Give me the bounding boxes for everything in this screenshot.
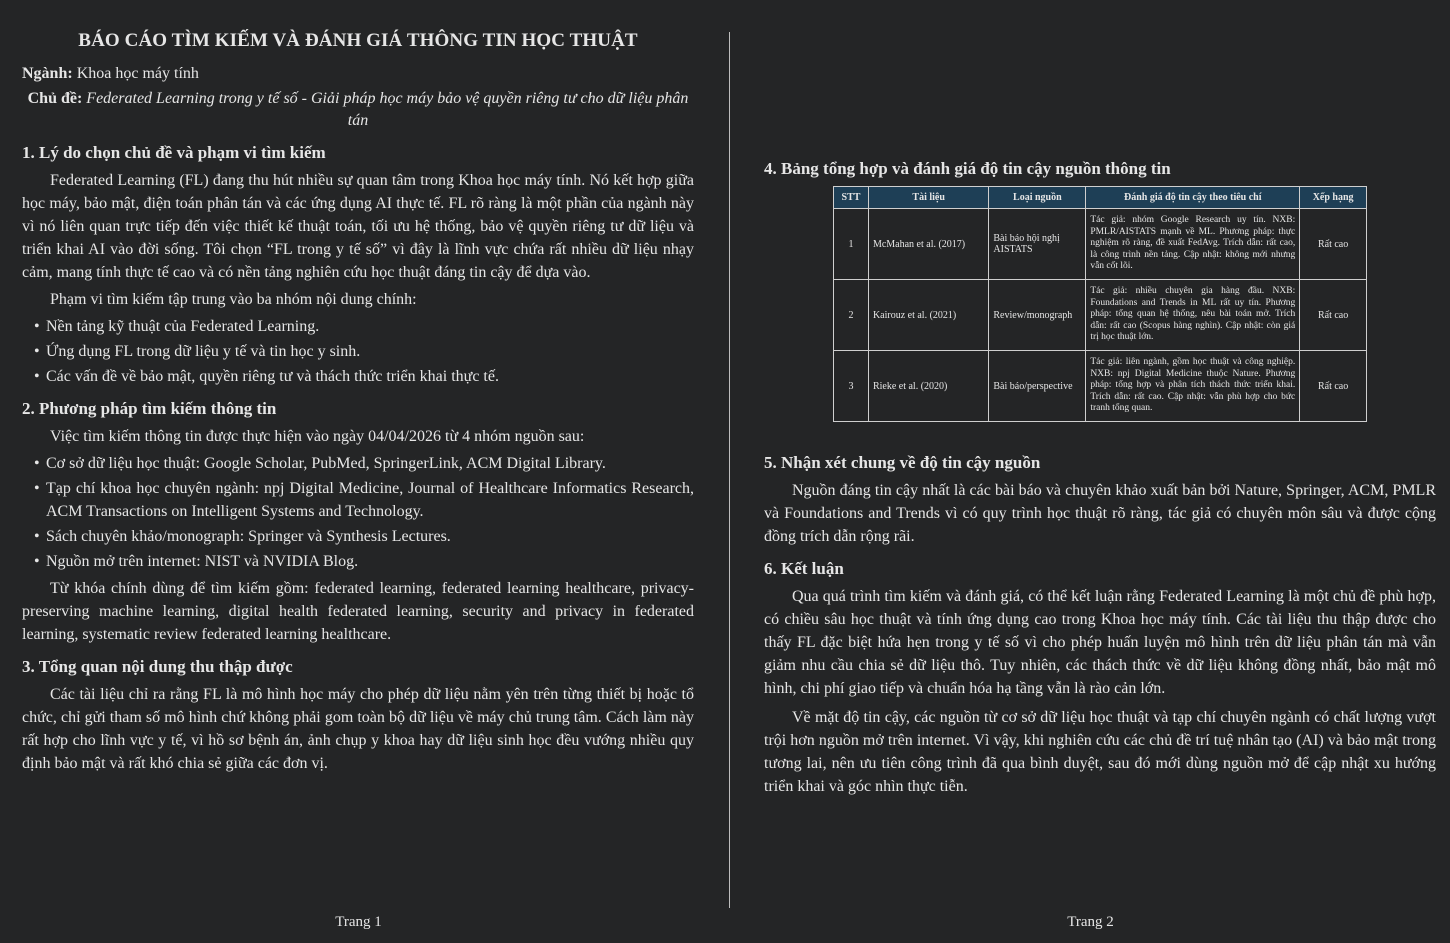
bullet-icon: • [34, 343, 40, 360]
section-2-bullet-list [22, 452, 694, 573]
list-item [22, 365, 694, 388]
section-4-heading: 4. Bảng tổng hợp và đánh giá độ tin cậy nguồn thông tin [764, 159, 1171, 178]
column-header-doc: Tài liệu [868, 187, 988, 209]
cell-eval: Tác giả: nhiều chuyên gia hàng đầu. NXB: Foundations and Trends in ML rất uy tín. Phương pháp: tổng quan hệ thống, nêu bài toán mở. Trích dẫn: rất cao (Scopus hàng nghìn). Cập nhật: còn giá trị học thuật lớn. [1086, 280, 1300, 351]
cell-stt: 1 [834, 209, 869, 280]
list-item [22, 452, 694, 475]
bullet-icon: • [34, 553, 40, 570]
page-number-2: Trang 2 [1067, 914, 1114, 930]
column-header-type: Loại nguồn [989, 187, 1086, 209]
list-item [22, 477, 694, 523]
section-1-paragraph-1: Federated Learning (FL) đang thu hút nhiều sự quan tâm trong Khoa học máy tính. Nó kết hợp giữa học máy, bảo mật, điện toán phân tán và các ứng dụng AI thực tế. FL rõ ràng là một phần của ngành này vì nó liên quan trực tiếp đến việc thiết kế thuật toán, tối ưu hệ thống, bảo vệ quyền riêng tư dữ liệu và triển khai AI vào đời sống. Tôi chọn “FL trong y tế số” vì đây là lĩnh vực chứa rất nhiều dữ liệu nhạy cảm, mang tính thực tế cao và có nền tảng nghiên cứu học thuật đáng tin cậy để dựa vào. [22, 172, 694, 281]
major-label: Ngành: [22, 65, 73, 82]
list-item [22, 340, 694, 363]
section-1-paragraph-2: Phạm vi tìm kiếm tập trung vào ba nhóm nội dung chính: [50, 291, 417, 308]
list-item-text: Các vấn đề về bảo mật, quyền riêng tư và thách thức triển khai thực tế. [46, 368, 499, 385]
bullet-icon: • [34, 368, 40, 385]
section-5-heading: 5. Nhận xét chung về độ tin cậy nguồn [764, 453, 1041, 472]
section-5-paragraph-1: Nguồn đáng tin cậy nhất là các bài báo và chuyên khảo xuất bản bởi Nature, Springer, ACM, PMLR và Foundations and Trends vì có quy trình học thuật rõ ràng, tác giả có chuyên môn sâu và được cộng đồng trích dẫn rộng rãi. [764, 482, 1436, 545]
list-item-text: Ứng dụng FL trong dữ liệu y tế và tin học y sinh. [46, 343, 361, 360]
bullet-icon: • [34, 318, 40, 335]
list-item-text: Cơ sở dữ liệu học thuật: Google Scholar, PubMed, SpringerLink, ACM Digital Library. [46, 455, 606, 472]
cell-eval: Tác giả: liên ngành, gồm học thuật và công nghiệp. NXB: npj Digital Medicine thuộc Nature. Phương pháp: tổng hợp và phân tích thách thức triển khai. Trích dẫn: rất cao. Cập nhật: vẫn phù hợp cho bức tranh tổng quan. [1086, 351, 1300, 422]
major-value: Khoa học máy tính [72, 65, 199, 82]
cell-rank: Rất cao [1300, 351, 1367, 422]
topic-line [22, 88, 694, 132]
page-divider [729, 32, 730, 908]
list-item-text: Nền tảng kỹ thuật của Federated Learning. [46, 318, 320, 335]
top-spacer [764, 30, 1436, 148]
section-2-paragraph-1: Việc tìm kiếm thông tin được thực hiện vào ngày 04/04/2026 từ 4 nhóm nguồn sau: [50, 428, 585, 445]
list-item [22, 315, 694, 338]
section-1-bullet-list [22, 315, 694, 388]
cell-stt: 2 [834, 280, 869, 351]
cell-type: Bài báo/perspective [989, 351, 1086, 422]
cell-rank: Rất cao [1300, 280, 1367, 351]
topic-value: Federated Learning trong y tế số - Giải pháp học máy bảo vệ quyền riêng tư cho dữ liệu phân tán [82, 90, 689, 129]
table-row [834, 351, 1367, 422]
document-title: BÁO CÁO TÌM KIẾM VÀ ĐÁNH GIÁ THÔNG TIN HỌC THUẬT [78, 30, 638, 51]
topic-label: Chủ đề: [27, 90, 83, 107]
column-header-rank: Xếp hạng [1300, 187, 1367, 209]
section-3-paragraph-1: Các tài liệu chỉ ra rằng FL là mô hình học máy cho phép dữ liệu nằm yên trên từng thiết bị hoặc tổ chức, chỉ gửi tham số mô hình chứ không phải gom toàn bộ dữ liệu về máy chủ trung tâm. Cách làm này rất hợp cho lĩnh vực y tế, vì hồ sơ bệnh án, ảnh chụp y khoa hay dữ liệu sinh học đều vướng nhiều quy định bảo mật và rất khó chia sẻ giữa các đơn vị. [22, 686, 694, 772]
table-row [834, 209, 1367, 280]
list-item [22, 550, 694, 573]
column-header-stt: STT [834, 187, 869, 209]
table-header-row [834, 187, 1367, 209]
section-3-heading: 3. Tổng quan nội dung thu thập được [22, 657, 293, 676]
column-header-eval: Đánh giá độ tin cậy theo tiêu chí [1086, 187, 1300, 209]
section-2-paragraph-2: Từ khóa chính dùng để tìm kiếm gồm: federated learning, federated learning healthcare, privacy-preserving machine learning, digital health federated learning, security and privacy in federated learning, systematic review federated learning healthcare. [22, 580, 694, 643]
page-2 [731, 0, 1450, 943]
cell-rank: Rất cao [1300, 209, 1367, 280]
bullet-icon: • [34, 480, 40, 497]
table-row [834, 280, 1367, 351]
list-item-text: Sách chuyên khảo/monograph: Springer và Synthesis Lectures. [46, 528, 451, 545]
section-6-heading: 6. Kết luận [764, 559, 844, 578]
page-number-1: Trang 1 [335, 914, 382, 930]
reliability-table [833, 186, 1367, 422]
bullet-icon: • [34, 528, 40, 545]
bullet-icon: • [34, 455, 40, 472]
list-item [22, 525, 694, 548]
cell-eval: Tác giả: nhóm Google Research uy tín. NXB: PMLR/AISTATS mạnh về ML. Phương pháp: thực nghiệm rõ ràng, đề xuất FedAvg. Trích dẫn: rất cao, là công trình nền tảng. Cập nhật: không mới nhưng vẫn cốt lõi. [1086, 209, 1300, 280]
section-1-heading: 1. Lý do chọn chủ đề và phạm vi tìm kiếm [22, 143, 326, 162]
list-item-text: Nguồn mở trên internet: NIST và NVIDIA Blog. [46, 553, 359, 570]
cell-type: Review/monograph [989, 280, 1086, 351]
cell-doc: Kairouz et al. (2021) [868, 280, 988, 351]
cell-doc: McMahan et al. (2017) [868, 209, 988, 280]
cell-doc: Rieke et al. (2020) [868, 351, 988, 422]
section-6-paragraph-1: Qua quá trình tìm kiếm và đánh giá, có thể kết luận rằng Federated Learning là một chủ đề phù hợp, có chiều sâu học thuật và tính ứng dụng cao trong Khoa học máy tính. Các tài liệu thu thập được cho thấy FL đặc biệt hứa hẹn trong y tế số vì cho phép huấn luyện mô hình trên dữ liệu phân tán mà vẫn giảm nhu cầu chia sẻ dữ liệu thô. Tuy nhiên, các thách thức về dữ liệu không đồng nhất, bảo mật mô hình, chi phí giao tiếp và chuẩn hóa hạ tầng vẫn là rào cản lớn. [764, 588, 1436, 697]
cell-stt: 3 [834, 351, 869, 422]
cell-type: Bài báo hội nghị AISTATS [989, 209, 1086, 280]
section-6-paragraph-2: Về mặt độ tin cậy, các nguồn từ cơ sở dữ liệu học thuật và tạp chí chuyên ngành có chất lượng vượt trội hơn nguồn mở trên internet. Vì vậy, khi nghiên cứu các chủ đề trí tuệ nhân tạo (AI) và bảo mật trong tương lai, nên ưu tiên công trình đã qua bình duyệt, sau đó mới dùng nguồn mở để cập nhật xu hướng triển khai và góc nhìn thực tiễn. [764, 709, 1436, 795]
major-line [22, 63, 694, 85]
section-2-heading: 2. Phương pháp tìm kiếm thông tin [22, 399, 277, 418]
list-item-text: Tạp chí khoa học chuyên ngành: npj Digital Medicine, Journal of Healthcare Informatics Research, ACM Transactions on Intelligent Systems and Technology. [46, 480, 694, 520]
